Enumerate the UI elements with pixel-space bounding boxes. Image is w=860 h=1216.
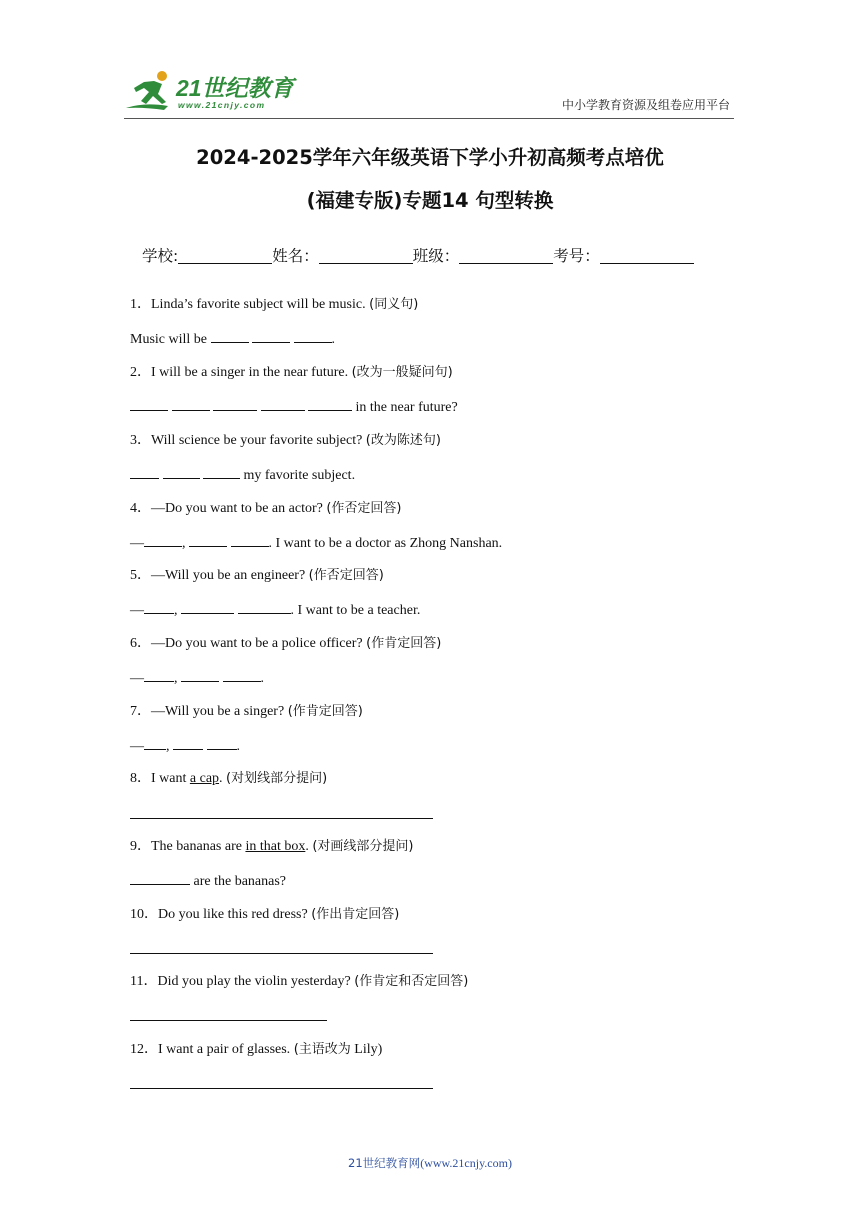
school-field[interactable] [178,248,272,265]
question-5: 5．—Will you be an engineer? (作否定回答) [130,568,384,583]
question-10: 10．Do you like this red dress? (作出肯定回答) [130,907,400,922]
answer-4: — , . I want to be a doctor as Zhong Nanshan. [130,536,503,551]
answer-1: Music will be . [130,332,335,347]
question-6: 6．—Do you want to be a police officer? (作肯定回答) [130,636,442,651]
logo [124,68,294,116]
answer-line-12[interactable] [130,1088,433,1089]
question-4: 4．—Do you want to be an actor? (作否定回答) [130,501,402,516]
answer-blank[interactable] [238,601,291,614]
answer-blank[interactable] [189,534,227,547]
name-field[interactable] [319,248,413,265]
answer-blank[interactable] [130,872,190,885]
question-7: 7．—Will you be a singer? (作肯定回答) [130,704,363,719]
page-title: 2024-2025学年六年级英语下学小升初高频考点培优 [196,146,664,169]
answer-blank[interactable] [308,398,352,411]
question-1: 1．Linda’s favorite subject will be music. (同义句) [130,297,419,312]
answer-7: — , . [130,739,240,754]
underlined-phrase: in that box [245,839,306,854]
question-12: 12．I want a pair of glasses. (主语改为 Lily) [130,1042,383,1057]
answer-blank[interactable] [213,398,257,411]
class-field[interactable] [459,248,553,265]
page-subtitle: (福建专版)专题14 句型转换 [306,189,554,212]
answer-line-8[interactable] [130,818,433,819]
answer-9: are the bananas? [130,872,286,891]
question-3: 3．Will science be your favorite subject? (改为陈述句) [130,433,441,448]
answer-blank[interactable] [203,466,240,479]
answer-blank[interactable] [144,669,174,682]
logo-url: www.21cnjy.com [178,100,266,110]
footer-url[interactable]: (www.21cnjy.com) [420,1156,512,1170]
footer-site-name: 21世纪教育网 [348,1156,421,1170]
platform-name: 中小学教育资源及组卷应用平台 [561,98,730,112]
answer-blank[interactable] [211,330,249,343]
answer-blank[interactable] [144,737,166,750]
question-2: 2．I will be a singer in the near future. (改为一般疑问句) [130,365,453,380]
answer-line-10[interactable] [130,953,433,954]
answer-blank[interactable] [173,737,203,750]
answer-line-11[interactable] [130,1020,327,1021]
class-label: 班级： [412,247,460,265]
answer-blank[interactable] [252,330,290,343]
number-field[interactable] [600,248,694,265]
answer-blank[interactable] [181,669,219,682]
question-8: 8．I want a cap. (对划线部分提问) [130,771,328,786]
number-label: 考号： [553,247,600,265]
footer [0,1155,860,1171]
question-11: 11．Did you play the violin yesterday? (作肯定和否定回答) [130,974,469,989]
answer-blank[interactable] [181,601,234,614]
answer-blank[interactable] [163,466,200,479]
answer-blank[interactable] [130,466,159,479]
answer-blank[interactable] [144,601,174,614]
header-divider [124,118,734,119]
answer-6: — , . [130,671,264,686]
answer-2: in the near future? [130,398,458,417]
answer-blank[interactable] [207,737,237,750]
answer-blank[interactable] [130,398,168,411]
school-label: 学校: [142,247,179,265]
answer-blank[interactable] [231,534,269,547]
running-man-icon [124,68,180,114]
name-label: 姓名： [272,247,319,265]
answer-blank[interactable] [223,669,261,682]
underlined-phrase: a cap [189,771,220,786]
answer-blank[interactable] [294,330,332,343]
answer-blank[interactable] [172,398,210,411]
answer-5: — , . I want to be a teacher. [130,603,421,618]
answer-blank[interactable] [144,534,182,547]
student-info [142,244,694,266]
answer-blank[interactable] [261,398,305,411]
logo-text: 21世纪教育 [176,75,294,101]
question-9: 9．The bananas are in that box. (对画线部分提问) [130,839,414,854]
answer-3: my favorite subject. [130,466,355,485]
